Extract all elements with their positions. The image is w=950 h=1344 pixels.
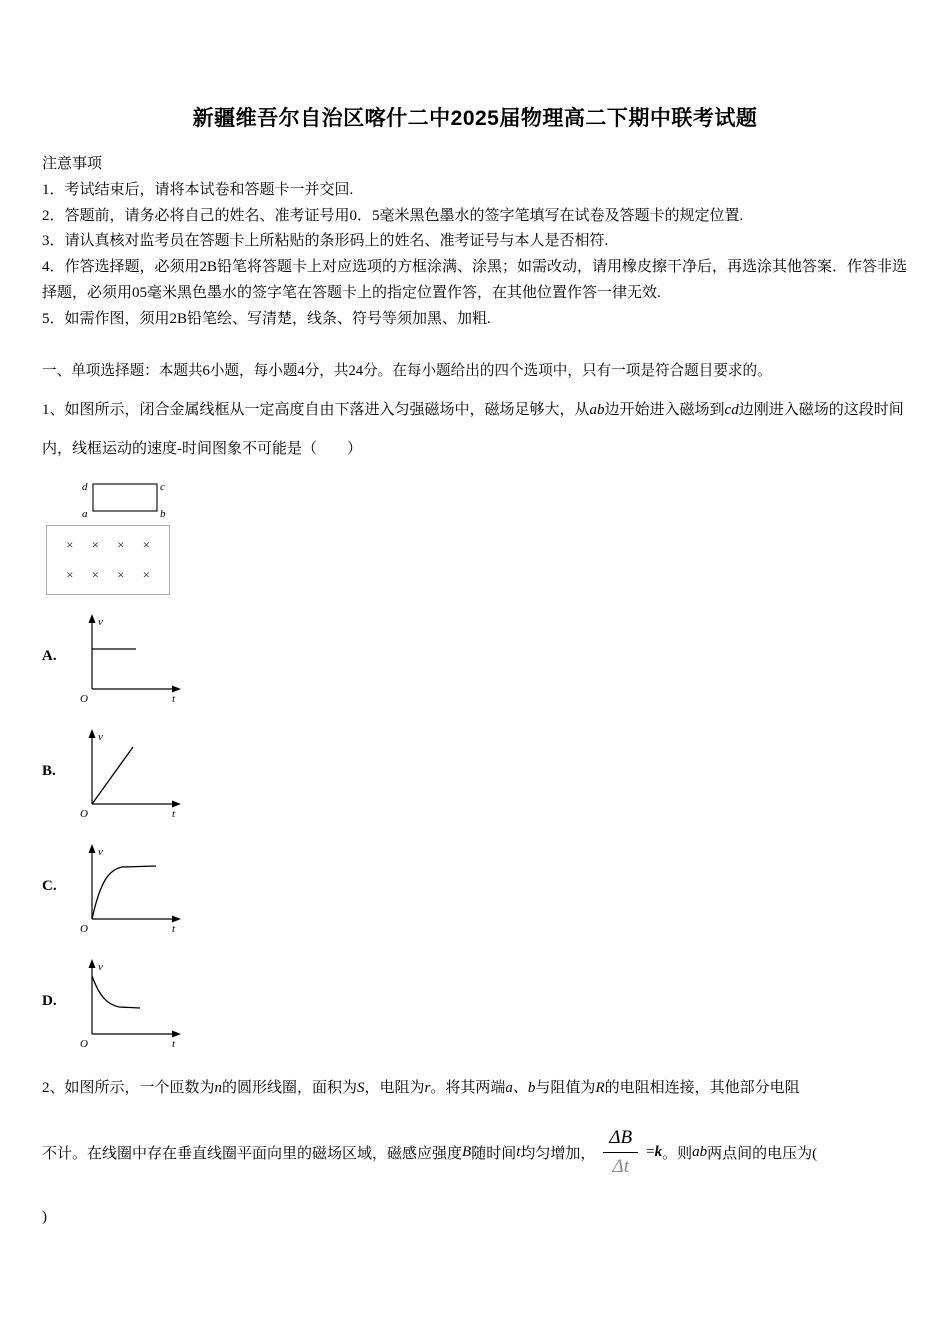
graph-curve-rise-to-limit bbox=[92, 866, 156, 919]
q2-text-part: 与阻值为 bbox=[535, 1080, 596, 1097]
q2-text-part: 均匀增加， bbox=[520, 1146, 596, 1163]
origin-label: O bbox=[80, 1038, 88, 1050]
field-cross-symbol: × bbox=[66, 537, 74, 553]
option-d bbox=[42, 954, 908, 1049]
graph-curve-linear bbox=[92, 747, 133, 804]
field-cross-symbol: × bbox=[91, 567, 99, 583]
graph-a-constant-velocity bbox=[72, 609, 187, 704]
q2-text-part: 2、如图所示，一个匝数为 bbox=[42, 1080, 215, 1097]
graph-curve-decay-to-limit bbox=[92, 976, 140, 1008]
question-2-closing-paren: ) bbox=[42, 1208, 47, 1225]
question-1-text bbox=[42, 391, 908, 469]
field-cross-symbol: × bbox=[142, 567, 150, 583]
notice-item-2: 2．答题前，请务必将自己的姓名、准考证号用0．5毫米黑色墨水的签字笔填写在试卷及答题卡的规定位置. bbox=[42, 207, 744, 224]
question-2-text-line1 bbox=[42, 1075, 908, 1102]
option-d-label: D. bbox=[42, 993, 57, 1010]
t-label: t bbox=[172, 923, 176, 935]
option-a-label: A. bbox=[42, 648, 57, 665]
q2-text-part: ，电阻为 bbox=[364, 1080, 425, 1097]
origin-label: O bbox=[80, 923, 88, 935]
q2-text-part: 。将其两端 bbox=[430, 1080, 506, 1097]
q2-text-part: 两点间的电压为( bbox=[707, 1146, 818, 1163]
q2-text-part: 的圆形线圈，面积为 bbox=[222, 1080, 358, 1097]
v-axis-arrow bbox=[89, 844, 96, 853]
page-title: 新疆维吾尔自治区喀什二中2025届物理高二下期中联考试题 bbox=[192, 107, 758, 130]
q2-var-n: n bbox=[214, 1080, 223, 1097]
q2-var-S: S bbox=[357, 1080, 365, 1097]
q1-text-part: 1、如图所示，闭合金属线框从一定高度自由下落进入匀强磁场中，磁场足够大，从 bbox=[42, 402, 590, 419]
origin-label: O bbox=[80, 693, 88, 705]
q1-options bbox=[42, 609, 908, 1049]
q2-text-part: 的电阻相连接，其他部分电阻 bbox=[604, 1080, 800, 1097]
wire-loop-diagram bbox=[70, 473, 180, 521]
v-axis-arrow bbox=[89, 959, 96, 968]
loop-label-b: b bbox=[160, 508, 166, 521]
notice-item-5: 5．如需作图，须用2B铅笔绘、写清楚，线条、符号等须加黑、加粗. bbox=[42, 310, 491, 327]
section-1-heading: 一、单项选择题：本题共6小题，每小题4分，共24分。在每小题给出的四个选项中，只有一项是符合题目要求的。 bbox=[42, 362, 772, 379]
loop-label-c: c bbox=[160, 481, 165, 494]
q2-var-ab2: ab bbox=[692, 1144, 708, 1161]
notices-heading: 注意事项 bbox=[42, 156, 103, 172]
notices-section bbox=[42, 152, 908, 333]
fraction-numerator: ΔB bbox=[603, 1126, 638, 1153]
q2-var-ab: a、b bbox=[505, 1080, 536, 1097]
loop-rectangle bbox=[93, 484, 157, 511]
v-axis-arrow bbox=[89, 729, 96, 738]
loop-label-a: a bbox=[82, 508, 88, 521]
q2-text-part: 。则 bbox=[662, 1146, 693, 1163]
notice-item-1: 1．考试结束后，请将本试卷和答题卡一并交回. bbox=[42, 181, 354, 198]
v-label: v bbox=[98, 731, 103, 744]
t-axis-arrow bbox=[172, 686, 181, 693]
question-2-text-line2 bbox=[42, 1126, 908, 1179]
q1-var-cd: cd bbox=[724, 402, 739, 419]
option-c bbox=[42, 839, 908, 934]
graph-d-decay-to-limit bbox=[72, 954, 187, 1049]
v-label: v bbox=[98, 616, 103, 629]
t-axis-arrow bbox=[172, 916, 181, 923]
v-label: v bbox=[98, 961, 103, 974]
v-axis-arrow bbox=[89, 614, 96, 623]
fraction-denominator: Δt bbox=[612, 1156, 629, 1178]
t-axis-arrow bbox=[172, 801, 181, 808]
option-a bbox=[42, 609, 908, 704]
option-b bbox=[42, 724, 908, 819]
t-axis-arrow bbox=[172, 1031, 181, 1038]
notice-item-4: 4．作答选择题，必须用2B铅笔将答题卡上对应选项的方框涂满、涂黑；如需改动，请用橡皮擦干净后，再选涂其他答案．作答非选择题，必须用05毫米黑色墨水的签字笔在答题卡上的指定位置作答，在其他位置作答一律无效. bbox=[42, 259, 908, 301]
t-label: t bbox=[172, 808, 176, 820]
q1-figure bbox=[42, 473, 908, 595]
q2-var-t: t bbox=[516, 1144, 521, 1161]
q2-text-part: 随时间 bbox=[471, 1146, 517, 1163]
field-cross-symbol: × bbox=[66, 567, 74, 583]
q2-var-r: r bbox=[424, 1080, 431, 1097]
v-label: v bbox=[98, 846, 103, 859]
q1-text-part: 边开始进入磁场到 bbox=[604, 402, 725, 419]
origin-label: O bbox=[80, 808, 88, 820]
field-cross-symbol: × bbox=[142, 537, 150, 553]
field-cross-symbol: × bbox=[117, 537, 125, 553]
q1-var-ab: ab bbox=[589, 402, 605, 419]
t-label: t bbox=[172, 1038, 176, 1050]
delta-b-over-delta-t-fraction bbox=[603, 1126, 638, 1179]
q1-text-part: 边刚进入磁场的这段时间内，线框运动的速度-时间图象不可能是（ ） bbox=[42, 402, 904, 458]
q2-var-R: R bbox=[595, 1080, 605, 1097]
field-cross-symbol: × bbox=[117, 567, 125, 583]
graph-b-linear-increase bbox=[72, 724, 187, 819]
q2-text-part: = bbox=[646, 1144, 655, 1161]
q2-var-k: k bbox=[654, 1144, 663, 1161]
notice-item-3: 3．请认真核对监考员在答题卡上所粘贴的条形码上的姓名、准考证号与本人是否相符. bbox=[42, 233, 609, 250]
wire-loop-figure bbox=[70, 473, 908, 521]
graph-c-rise-to-limit bbox=[72, 839, 187, 934]
q2-text-part: 不计。在线圈中存在垂直线圈平面向里的磁场区域，磁感应强度 bbox=[42, 1146, 463, 1163]
loop-label-d: d bbox=[82, 481, 88, 494]
field-cross-symbol: × bbox=[91, 537, 99, 553]
option-b-label: B. bbox=[42, 763, 56, 780]
q2-var-B: B bbox=[462, 1144, 472, 1161]
option-c-label: C. bbox=[42, 878, 57, 895]
magnetic-field-region bbox=[46, 525, 170, 595]
t-label: t bbox=[172, 693, 176, 705]
